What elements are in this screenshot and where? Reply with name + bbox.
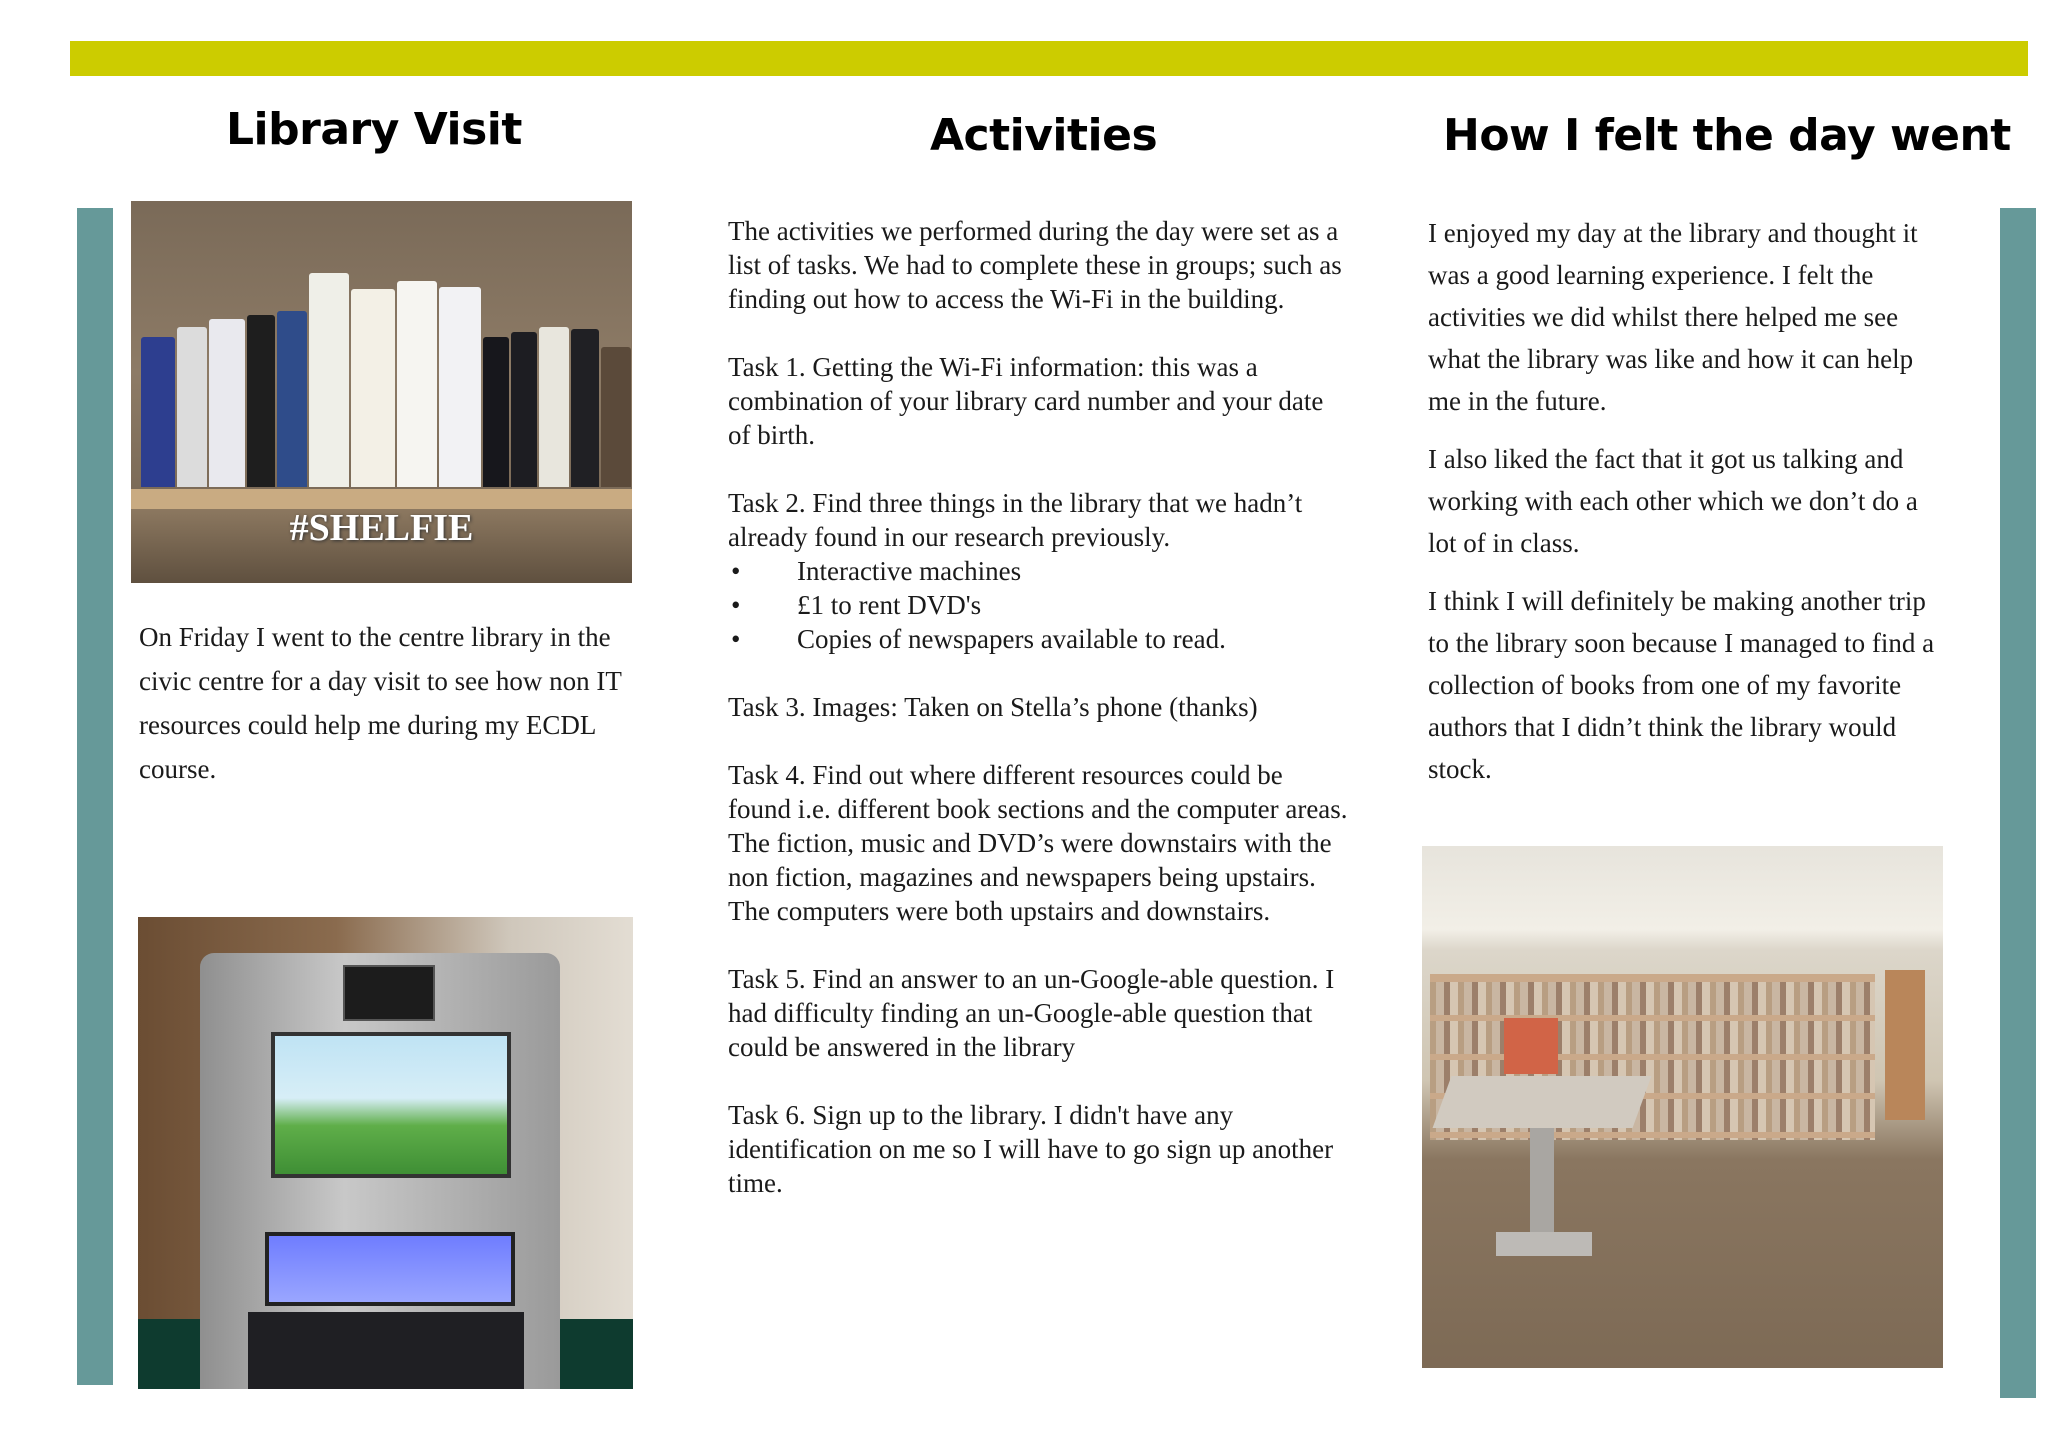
task-2-list (728, 554, 1348, 656)
library-interior-photo (1422, 846, 1943, 1368)
shelfie-photo (131, 201, 632, 583)
list-item: • £1 to rent DVD's (728, 588, 1348, 622)
top-accent-bar (70, 41, 2028, 76)
right-accent-bar (2000, 208, 2036, 1398)
library-visit-heading: Library Visit (226, 104, 522, 155)
list-item: • Copies of newspapers available to read. (728, 622, 1348, 656)
activities-heading: Activities (930, 110, 1158, 161)
feelings-text (1428, 212, 1948, 806)
feelings-paragraph-3: I think I will definitely be making another trip to the library soon because I managed to find a collection of books from one of my favorite authors that I didn’t think the library would stock. (1428, 586, 1935, 784)
activities-text (728, 214, 1348, 1200)
feelings-paragraph-1: I enjoyed my day at the library and thought it was a good learning experience. I felt the activities we did whilst there helped me see what the library was like and how it can help me in the future. (1428, 218, 1918, 416)
task-6: Task 6. Sign up to the library. I didn't have any identification on me so I will have to go sign up another time. (728, 1100, 1334, 1198)
task-5: Task 5. Find an answer to an un-Google-able question. I had difficulty finding an un-Google-able question that could be answered in the library (728, 964, 1335, 1062)
task-1: Task 1. Getting the Wi-Fi information: this was a combination of your library card number and your date of birth. (728, 352, 1324, 450)
kiosk-photo (138, 917, 633, 1389)
shelfie-caption: #SHELFIE (289, 507, 474, 549)
feelings-paragraph-2: I also liked the fact that it got us talking and working with each other which we don’t do a lot of in class. (1428, 444, 1918, 558)
feelings-heading: How I felt the day went (1443, 110, 2011, 161)
task-2: Task 2. Find three things in the library that we hadn’t already found in our research previously. (728, 488, 1303, 552)
task-3: Task 3. Images: Taken on Stella’s phone (thanks) (728, 692, 1258, 722)
list-item: • Interactive machines (728, 554, 1348, 588)
activities-intro: The activities we performed during the day were set as a list of tasks. We had to complete these in groups; such as finding out how to access the Wi-Fi in the building. (728, 216, 1342, 314)
task-4: Task 4. Find out where different resources could be found i.e. different book sections and the computer areas. The fiction, music and DVD’s were downstairs with the non fiction, magazines and newspapers being upstairs. The computers were both upstairs and downstairs. (728, 760, 1348, 926)
intro-paragraph: On Friday I went to the centre library in the civic centre for a day visit to see how non IT resources could help me during my ECDL course. (139, 622, 622, 784)
left-accent-bar (77, 208, 113, 1385)
